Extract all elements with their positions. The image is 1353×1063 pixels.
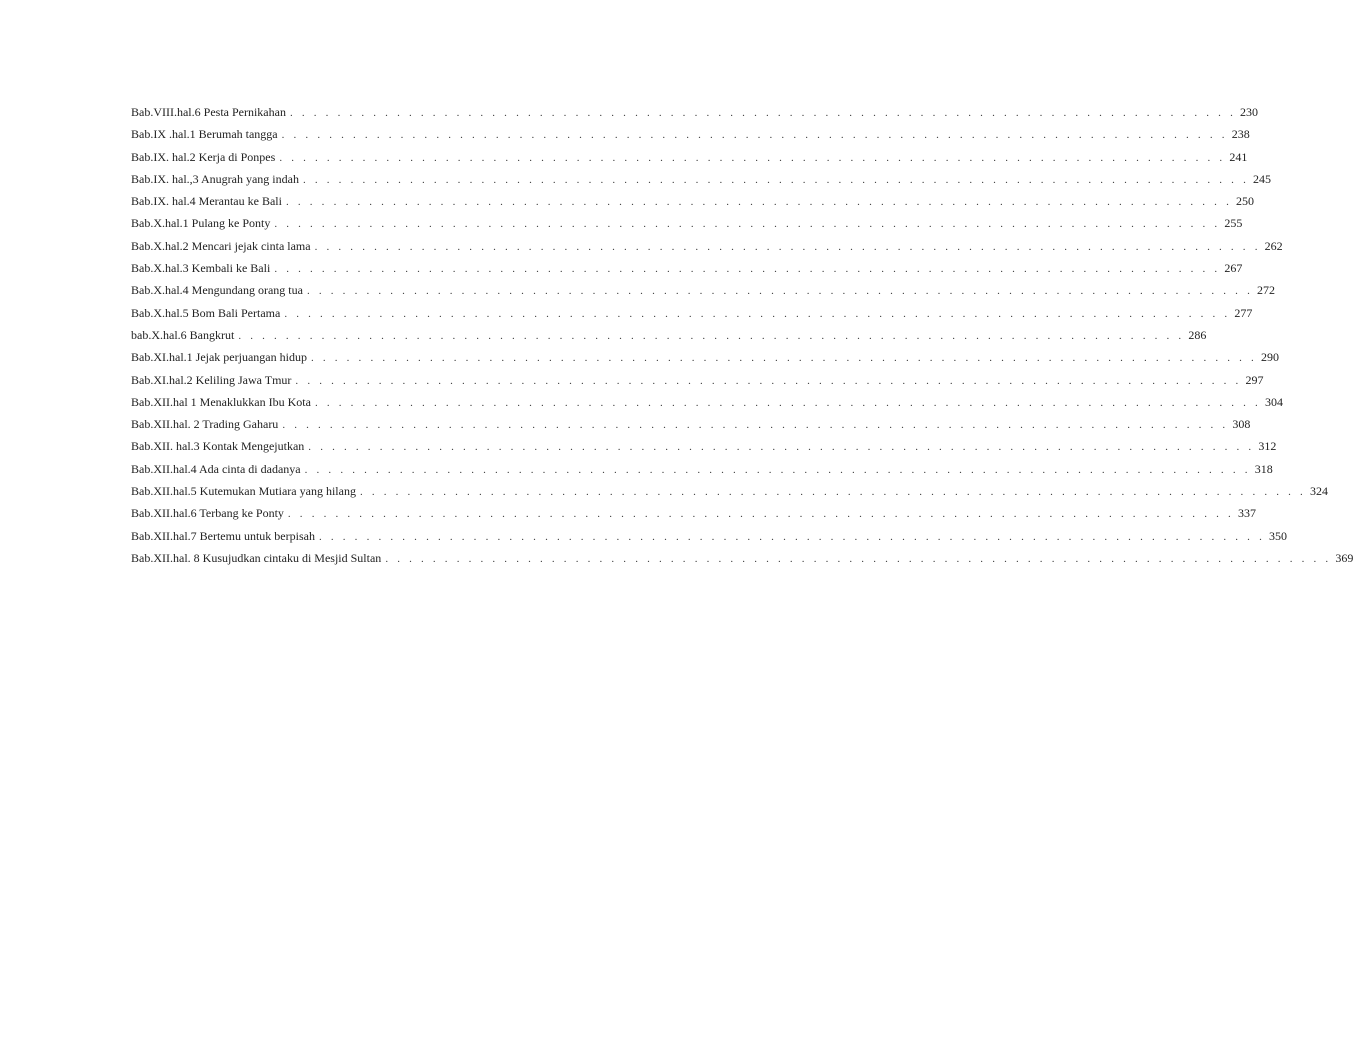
toc-entry [131, 458, 1273, 480]
toc-entry-title: Bab.XII.hal 1 Menaklukkan Ibu Kota [131, 391, 315, 413]
toc-entry-page-number: 245 [1253, 171, 1272, 186]
toc-entry [131, 302, 1253, 324]
toc-entry-title: Bab.VIII.hal.6 Pesta Pernikahan [131, 101, 290, 123]
toc-entry [131, 346, 1280, 368]
toc-entry-title: Bab.X.hal.3 Kembali ke Bali [131, 257, 274, 279]
toc-entry-title: Bab.IX. hal.4 Merantau ke Bali [131, 190, 286, 212]
toc-entry-title: Bab.IX. hal.2 Kerja di Ponpes [131, 146, 279, 168]
toc-entry-page-number: 350 [1269, 528, 1288, 543]
toc-entry-page-number: 369 [1335, 550, 1353, 565]
toc-entry-title: Bab.IX .hal.1 Berumah tangga [131, 123, 282, 145]
toc-entry-page-number: 250 [1236, 194, 1255, 209]
toc-entry [131, 413, 1251, 435]
toc-entry-title: Bab.XI.hal.2 Keliling Jawa Tmur [131, 369, 295, 391]
toc-entry-title: Bab.X.hal.5 Bom Bali Pertama [131, 302, 284, 324]
toc-entry-page-number: 230 [1240, 105, 1259, 119]
toc-entry [131, 212, 1243, 234]
toc-dot-leader: . . . . . . . . . . . . . . . . . . . . . . . . . . . . . . . . . . . . . . . . . . . . . . . . . . . . . . . . . . . . . . . . . . . . . . . . . . . . . . . . [359, 486, 1307, 499]
toc-entry-title: Bab.XII. hal.3 Kontak Mengejutkan [131, 435, 308, 457]
toc-entry [131, 480, 1329, 502]
toc-entry-page-number: 290 [1261, 350, 1280, 365]
toc-dot-leader: . . . . . . . . . . . . . . . . . . . . . . . . . . . . . . . . . . . . . . . . . . . . . . . . . . . . . . . . . . . . . . . . . . . . . . . . . . . . . . . . [274, 218, 1221, 231]
toc-entry [131, 168, 1272, 190]
toc-entry-title: Bab.X.hal.4 Mengundang orang tua [131, 279, 307, 301]
toc-dot-leader: . . . . . . . . . . . . . . . . . . . . . . . . . . . . . . . . . . . . . . . . . . . . . . . . . . . . . . . . . . . . . . . . . . . . . . . . . . . . . . . . [310, 352, 1258, 365]
toc-entry [131, 525, 1288, 547]
toc-entry-title: Bab.IX. hal.,3 Anugrah yang indah [131, 168, 303, 190]
toc-entry [131, 101, 1259, 123]
toc-entry [131, 391, 1284, 413]
toc-entry-page-number: 297 [1245, 372, 1264, 387]
toc-entry-page-number: 318 [1254, 461, 1273, 476]
toc-entry [131, 190, 1255, 212]
toc-entry-title: bab.X.hal.6 Bangkrut [131, 324, 238, 346]
toc-entry [131, 502, 1256, 524]
toc-dot-leader: . . . . . . . . . . . . . . . . . . . . . . . . . . . . . . . . . . . . . . . . . . . . . . . . . . . . . . . . . . . . . . . . . . . . . . . . . . . . . . . . [238, 329, 1185, 342]
toc-dot-leader: . . . . . . . . . . . . . . . . . . . . . . . . . . . . . . . . . . . . . . . . . . . . . . . . . . . . . . . . . . . . . . . . . . . . . . . . . . . . . . . . [385, 552, 1332, 565]
toc-entry-title: Bab.XII.hal.7 Bertemu untuk berpisah [131, 525, 319, 547]
toc-entry [131, 257, 1243, 279]
toc-entry [131, 369, 1264, 391]
toc-entry-title: Bab.XII.hal.6 Terbang ke Ponty [131, 502, 288, 524]
toc-dot-leader: . . . . . . . . . . . . . . . . . . . . . . . . . . . . . . . . . . . . . . . . . . . . . . . . . . . . . . . . . . . . . . . . . . . . . . . . . . . . . . . . [289, 107, 1237, 119]
toc-entry-page-number: 337 [1237, 506, 1256, 521]
toc-entry-title: Bab.XII.hal.4 Ada cinta di dadanya [131, 458, 305, 480]
toc-entry-page-number: 286 [1188, 327, 1207, 342]
toc-entry-page-number: 308 [1232, 417, 1251, 432]
toc-entry [131, 547, 1353, 569]
toc-dot-leader: . . . . . . . . . . . . . . . . . . . . . . . . . . . . . . . . . . . . . . . . . . . . . . . . . . . . . . . . . . . . . . . . . . . . . . . . . . . . . . . . [314, 240, 1261, 253]
toc-entry-title: Bab.XII.hal. 2 Trading Gaharu [131, 413, 282, 435]
toc-dot-leader: . . . . . . . . . . . . . . . . . . . . . . . . . . . . . . . . . . . . . . . . . . . . . . . . . . . . . . . . . . . . . . . . . . . . . . . . . . . . . . . . [282, 419, 1229, 432]
toc-entry-page-number: 241 [1229, 149, 1248, 164]
toc-entry-page-number: 277 [1234, 305, 1253, 320]
toc-dot-leader: . . . . . . . . . . . . . . . . . . . . . . . . . . . . . . . . . . . . . . . . . . . . . . . . . . . . . . . . . . . . . . . . . . . . . . . . . . . . . . . . [306, 285, 1254, 298]
table-of-contents [131, 101, 1353, 569]
toc-dot-leader: . . . . . . . . . . . . . . . . . . . . . . . . . . . . . . . . . . . . . . . . . . . . . . . . . . . . . . . . . . . . . . . . . . . . . . . . . . . . . . . . [318, 530, 1266, 543]
toc-entry-page-number: 312 [1258, 439, 1277, 454]
toc-entry [131, 235, 1283, 257]
toc-dot-leader: . . . . . . . . . . . . . . . . . . . . . . . . . . . . . . . . . . . . . . . . . . . . . . . . . . . . . . . . . . . . . . . . . . . . . . . . . . . . . . . . [284, 307, 1231, 320]
toc-entry-title: Bab.XII.hal. 8 Kusujudkan cintaku di Mesjid Sultan [131, 547, 385, 569]
toc-dot-leader: . . . . . . . . . . . . . . . . . . . . . . . . . . . . . . . . . . . . . . . . . . . . . . . . . . . . . . . . . . . . . . . . . . . . . . . . . . . . . . . . [274, 263, 1221, 276]
toc-entry-page-number: 304 [1265, 394, 1284, 409]
toc-dot-leader: . . . . . . . . . . . . . . . . . . . . . . . . . . . . . . . . . . . . . . . . . . . . . . . . . . . . . . . . . . . . . . . . . . . . . . . . . . . . . . . . [302, 173, 1250, 186]
toc-dot-leader: . . . . . . . . . . . . . . . . . . . . . . . . . . . . . . . . . . . . . . . . . . . . . . . . . . . . . . . . . . . . . . . . . . . . . . . . . . . . . . . . [314, 396, 1262, 409]
toc-dot-leader: . . . . . . . . . . . . . . . . . . . . . . . . . . . . . . . . . . . . . . . . . . . . . . . . . . . . . . . . . . . . . . . . . . . . . . . . . . . . . . . . [304, 463, 1251, 476]
toc-entry [131, 279, 1276, 301]
toc-entry-page-number: 262 [1264, 238, 1283, 253]
toc-dot-leader: . . . . . . . . . . . . . . . . . . . . . . . . . . . . . . . . . . . . . . . . . . . . . . . . . . . . . . . . . . . . . . . . . . . . . . . . . . . . . . . . [308, 441, 1255, 454]
toc-dot-leader: . . . . . . . . . . . . . . . . . . . . . . . . . . . . . . . . . . . . . . . . . . . . . . . . . . . . . . . . . . . . . . . . . . . . . . . . . . . . . . . . [287, 508, 1234, 521]
toc-entry [131, 146, 1248, 168]
toc-entry-page-number: 255 [1224, 216, 1243, 231]
toc-entry-title: Bab.X.hal.2 Mencari jejak cinta lama [131, 235, 315, 257]
toc-entry [131, 435, 1277, 457]
toc-dot-leader: . . . . . . . . . . . . . . . . . . . . . . . . . . . . . . . . . . . . . . . . . . . . . . . . . . . . . . . . . . . . . . . . . . . . . . . . . . . . . . . . [285, 196, 1233, 209]
toc-entry-title: Bab.X.hal.1 Pulang ke Ponty [131, 212, 274, 234]
toc-entry-page-number: 267 [1224, 261, 1243, 276]
toc-dot-leader: . . . . . . . . . . . . . . . . . . . . . . . . . . . . . . . . . . . . . . . . . . . . . . . . . . . . . . . . . . . . . . . . . . . . . . . . . . . . . . . . [279, 151, 1226, 164]
toc-entry [131, 324, 1207, 346]
toc-dot-leader: . . . . . . . . . . . . . . . . . . . . . . . . . . . . . . . . . . . . . . . . . . . . . . . . . . . . . . . . . . . . . . . . . . . . . . . . . . . . . . . . [295, 374, 1242, 387]
toc-entry-page-number: 272 [1257, 283, 1276, 298]
toc-entry [131, 123, 1250, 145]
toc-entry-title: Bab.XII.hal.5 Kutemukan Mutiara yang hilang [131, 480, 360, 502]
toc-dot-leader: . . . . . . . . . . . . . . . . . . . . . . . . . . . . . . . . . . . . . . . . . . . . . . . . . . . . . . . . . . . . . . . . . . . . . . . . . . . . . . . . [281, 129, 1228, 142]
toc-entry-page-number: 324 [1310, 484, 1329, 499]
toc-entry-page-number: 238 [1231, 127, 1250, 142]
toc-entry-title: Bab.XI.hal.1 Jejak perjuangan hidup [131, 346, 311, 368]
